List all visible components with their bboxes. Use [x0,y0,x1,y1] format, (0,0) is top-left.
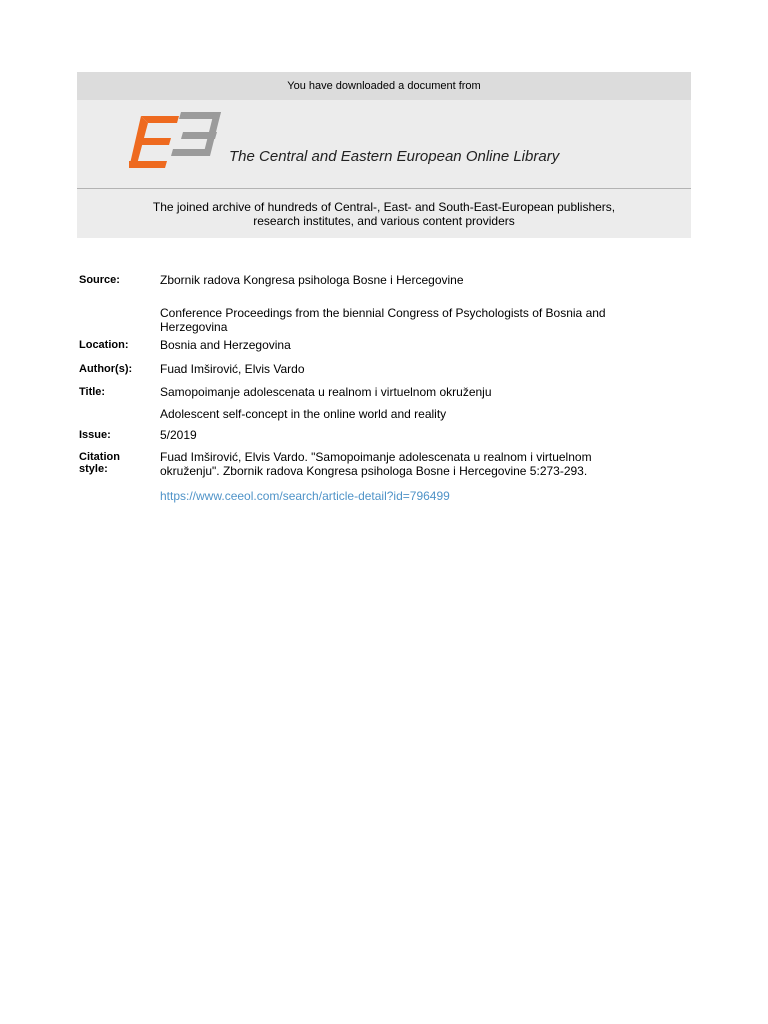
source-value: Zbornik radova Kongresa psihologa Bosne i Hercegovine [160,273,464,287]
issue-value: 5/2019 [160,428,197,442]
article-link[interactable]: https://www.ceeol.com/search/article-detail?id=796499 [160,489,450,503]
location-value: Bosnia and Herzegovina [160,338,291,352]
citation-value: Fuad Imširović, Elvis Vardo. "Samopoimanje adolescenata u realnom i virtuelnom okruženju". Zbornik radova Kongresa psihologa Bosne i Hercegovine 5:273-293. [160,450,592,478]
source-translation: Conference Proceedings from the biennial Congress of Psychologists of Bosnia and Herzegovina [160,306,606,334]
authors-label: Author(s): [79,363,133,375]
citation-label [79,451,120,475]
library-name: The Central and Eastern European Online Library [229,148,560,165]
download-notice: You have downloaded a document from [77,72,691,100]
article-link-row [160,489,660,503]
title-value: Samopoimanje adolescenata u realnom i virtuelnom okruženju [160,385,492,399]
location-label: Location: [79,339,129,351]
title-translation: Adolescent self-concept in the online world and reality [160,407,447,421]
archive-description [77,200,691,228]
description-line-2: research institutes, and various content providers [253,214,515,228]
logo-orange-e [129,116,179,168]
source-label: Source: [79,274,120,286]
ceeol-logo-icon [129,112,221,172]
banner-divider [77,188,691,189]
citation-label-line-1: Citation [79,451,120,463]
logo-gray-e [171,112,221,156]
authors-value: Fuad Imširović, Elvis Vardo [160,362,305,376]
title-label: Title: [79,386,106,398]
ceeol-banner [77,72,691,238]
issue-label: Issue: [79,429,111,441]
description-line-1: The joined archive of hundreds of Central-, East- and South-East-European publishers, [152,200,616,214]
citation-label-line-2: style: [79,463,108,475]
